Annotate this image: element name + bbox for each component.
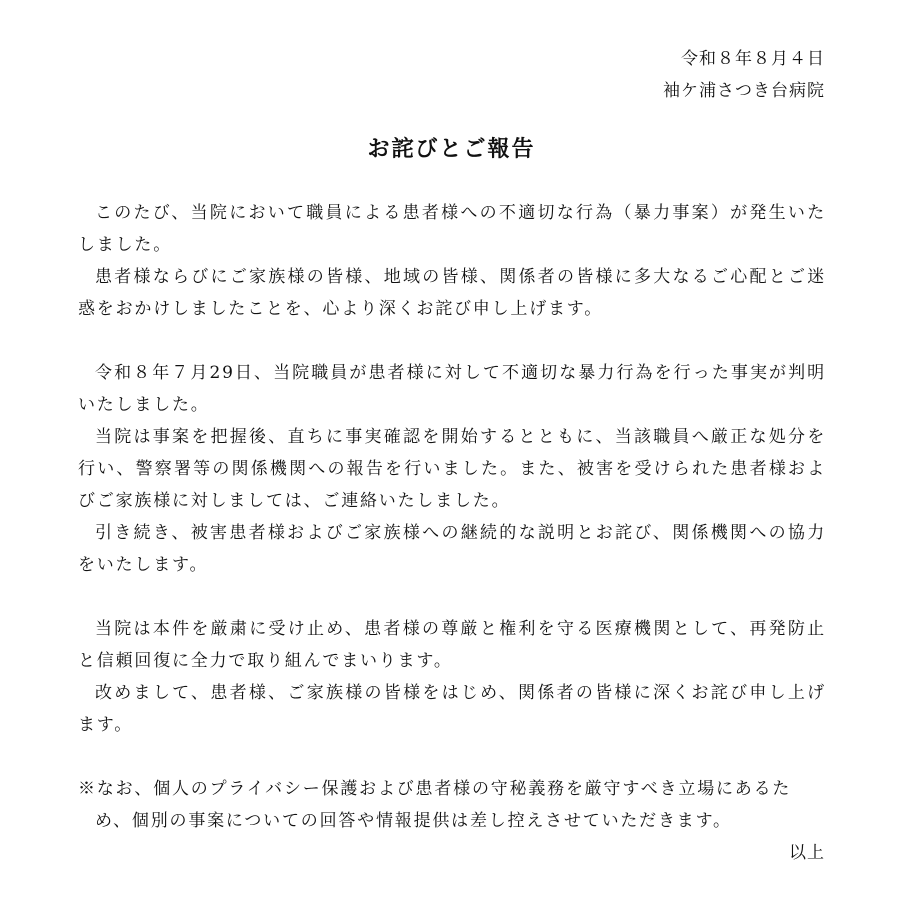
spacer: [78, 741, 826, 773]
paragraph-prevention: 当院は本件を厳粛に受け止め、患者様の尊厳と権利を守る医療機関として、再発防止と信頼回復に全力で取り組んでまいります。: [78, 619, 826, 671]
paragraph-apology: 患者様ならびにご家族様の皆様、地域の皆様、関係者の皆様に多大なるご心配とご迷惑をおかけしましたことを、心より深くお詫び申し上げます。: [78, 267, 826, 319]
paragraph-incident: このたび、当院において職員による患者様への不適切な行為（暴力事案）が発生いたしました。: [78, 203, 826, 255]
paragraph-date-found: 令和８年７月29日、当院職員が患者様に対して不適切な暴力行為を行った事実が判明いたしました。: [78, 363, 826, 415]
spacer: [78, 325, 826, 357]
document-title: お詫びとご報告: [367, 136, 536, 162]
paragraph-ongoing: 引き続き、被害患者様およびご家族様への継続的な説明とお詫び、関係機関への協力をいたします。: [78, 523, 826, 575]
paragraph-response: 当院は事案を把握後、直ちに事実確認を開始するとともに、当該職員へ厳正な処分を行い、警察署等の関係機関への報告を行いました。また、被害を受けられた患者様およびご家族様に対しましては、ご連絡いたしました。: [78, 427, 826, 511]
privacy-note: ※なお、個人のプライバシー保護および患者様の守秘義務を厳守すべき立場にあるため、個別の事案についての回答や情報提供は差し控えさせていただきます。: [78, 779, 792, 831]
issue-date: 令和８年８月４日: [681, 49, 825, 69]
hospital-name: 袖ケ浦さつき台病院: [663, 81, 825, 101]
spacer: [78, 581, 826, 613]
document-body: [78, 197, 826, 837]
closing-mark: 以上: [789, 843, 825, 863]
paragraph-final-apology: 改めまして、患者様、ご家族様の皆様をはじめ、関係者の皆様に深くお詫び申し上げます。: [78, 683, 826, 735]
